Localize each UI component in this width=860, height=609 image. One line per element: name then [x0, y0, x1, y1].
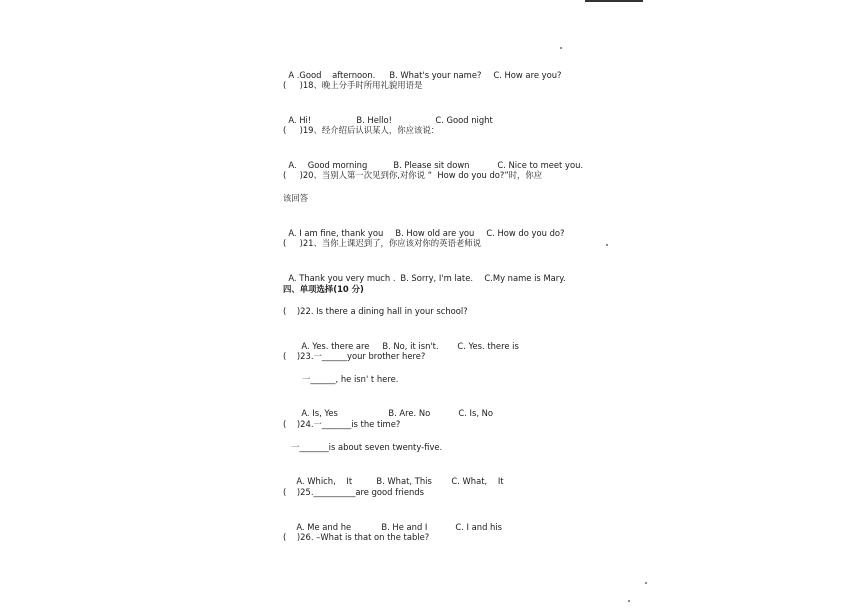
scan-speck: [628, 600, 630, 602]
section-heading: [283, 283, 364, 295]
section-title: 四、单项选择(10 分): [283, 284, 364, 294]
question-24-reply: [291, 441, 442, 453]
scan-speck: [606, 244, 608, 246]
question-text: 一_______is about seven twenty-five.: [291, 442, 443, 452]
question-18: [283, 79, 422, 91]
option-c: C. Yes. there is: [457, 341, 519, 351]
option-b: B. He and I: [381, 522, 428, 532]
option-b: B. What, This: [376, 476, 432, 486]
option-c: C. Good night: [435, 115, 493, 125]
option-b: B. No, it isn't.: [382, 341, 439, 351]
question-24: [283, 418, 400, 430]
answer-options-17: [283, 57, 561, 81]
option-b: B. Sorry, I'm late.: [400, 273, 474, 283]
question-20: [283, 169, 542, 181]
option-a: A. Me and he: [296, 522, 352, 532]
question-text: ( )26. –What is that on the table?: [283, 532, 430, 542]
question-23-reply: [302, 373, 398, 385]
option-b: B. What's your name?: [389, 70, 482, 80]
top-edge-mark: [585, 0, 643, 2]
answer-options-22: [296, 328, 519, 352]
question-22: [283, 305, 468, 317]
answer-options-19: [283, 147, 583, 171]
question-text: ( )23.一______your brother here?: [283, 351, 426, 361]
option-c: C. Nice to meet you.: [497, 160, 584, 170]
option-c: C. How do you do?: [486, 228, 565, 238]
question-text: ( )19、经介绍后认识某人，你应该说：: [283, 125, 440, 135]
option-b: B. Please sit down: [393, 160, 470, 170]
question-20-continued: [283, 192, 308, 204]
option-c: C. I and his: [455, 522, 503, 532]
scan-speck: [645, 582, 647, 584]
option-a: A． Good morning: [288, 160, 368, 170]
option-c: C. What, It: [451, 476, 504, 486]
option-c: C. How are you?: [493, 70, 562, 80]
question-text: ( )18、晚上分手时所用礼貌用语是: [283, 80, 423, 90]
option-b: B. How old are you: [395, 228, 475, 238]
option-b: B. Are. No: [388, 408, 431, 418]
option-a: A. Which, It: [296, 476, 353, 486]
option-a: A. Thank you very much .: [288, 273, 396, 283]
option-a: A. Yes. there are: [301, 341, 370, 351]
question-text: 该回答: [283, 193, 309, 203]
question-text: ( )25.__________are good friends: [283, 487, 424, 497]
option-a: A. I am fine, thank you: [288, 228, 384, 238]
option-b: B. Hello!: [356, 115, 392, 125]
question-19: [283, 124, 439, 136]
answer-options-21: [283, 260, 566, 284]
question-23: [283, 350, 425, 362]
question-text: ( )22. Is there a dining hall in your school?: [283, 306, 468, 316]
option-a: A .Good afternoon.: [288, 70, 376, 80]
option-a: A. Hi!: [288, 115, 312, 125]
question-text: ( )24.一_______is the time?: [283, 419, 401, 429]
answer-options-18: [283, 102, 493, 126]
option-c: C.My name is Mary.: [484, 273, 566, 283]
question-25: [283, 486, 424, 498]
question-26: [283, 531, 429, 543]
answer-options-25: [291, 509, 502, 533]
answer-options-23: [296, 395, 493, 419]
option-c: C. Is, No: [458, 408, 494, 418]
question-text: ( )20、当别人第一次见到你,对你说 “ How do you do?”时，你应: [283, 170, 543, 180]
answer-options-20: [283, 215, 564, 239]
question-21: [283, 237, 481, 249]
option-a: A. Is, Yes: [301, 408, 338, 418]
scan-speck: [560, 47, 562, 49]
question-text: 一______, he isn' t here.: [302, 374, 399, 384]
answer-options-24: [291, 463, 504, 487]
question-text: ( )21、当你上课迟到了，你应该对你的英语老师说: [283, 238, 482, 248]
